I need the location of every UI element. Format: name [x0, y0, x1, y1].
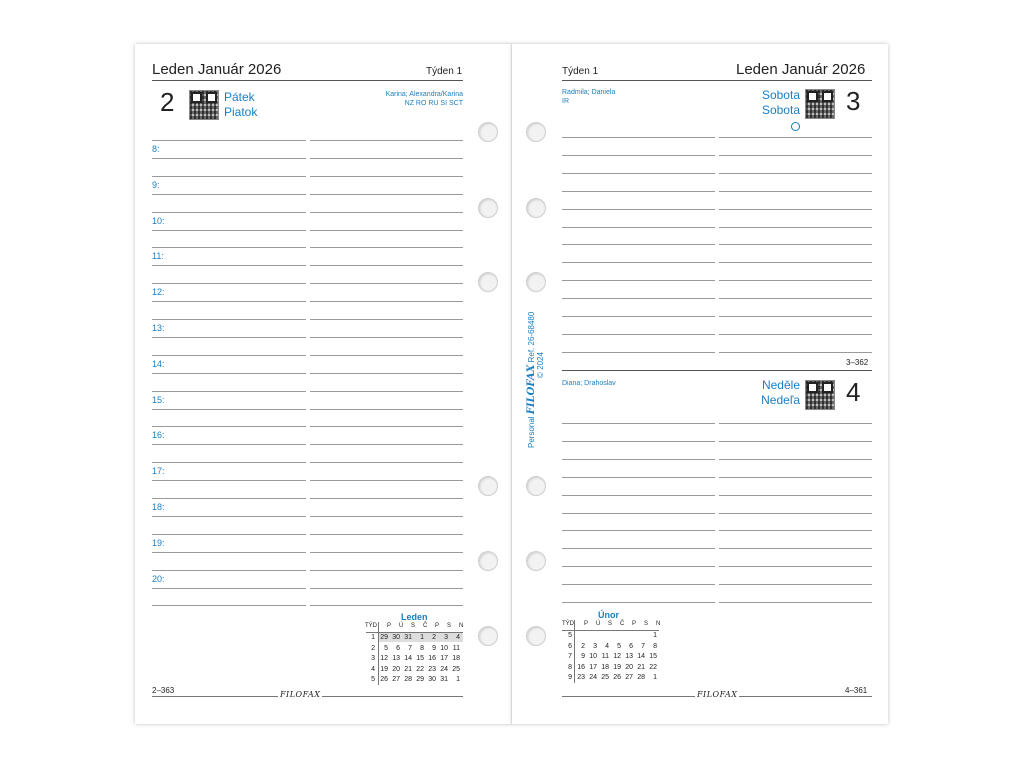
- moon-phase-icon: [791, 122, 800, 131]
- calendar-day: 25: [452, 665, 460, 673]
- calendar-day: 25: [601, 674, 609, 681]
- calendar-day: 12: [380, 655, 388, 662]
- writing-line: [562, 262, 715, 263]
- writing-line: [152, 373, 306, 374]
- calendar-weekday-header: P: [387, 623, 392, 629]
- calendar-day: 23: [577, 674, 585, 681]
- calendar-day: 27: [392, 676, 400, 683]
- sunday-name-sk: Nedeľa: [761, 393, 800, 407]
- left-day-number: 2: [160, 87, 175, 117]
- calendar-day: 17: [440, 655, 448, 662]
- writing-line: [719, 137, 872, 138]
- calendar-day: 11: [601, 653, 609, 660]
- calendar-day: 31: [440, 676, 448, 683]
- writing-line: [310, 444, 463, 445]
- writing-line: [310, 516, 463, 517]
- writing-line: [152, 247, 306, 248]
- calendar-day: 13: [392, 655, 400, 662]
- writing-line: [310, 158, 463, 159]
- spine-copyright: © 2024: [536, 352, 545, 378]
- writing-line: [310, 588, 463, 589]
- calendar-weekday-header: TÝD: [562, 621, 574, 627]
- calendar-day: 9: [581, 653, 585, 660]
- calendar-day: 29: [416, 676, 424, 683]
- calendar-day: 20: [392, 665, 400, 673]
- calendar-day: 10: [440, 644, 448, 652]
- punch-hole: [478, 198, 498, 218]
- calendar-week-number: 4: [371, 665, 375, 673]
- saturday-day-ref: 3–362: [846, 358, 869, 367]
- punch-hole: [526, 626, 546, 646]
- punch-hole: [526, 272, 546, 292]
- calendar-day: 22: [416, 665, 424, 673]
- writing-line: [310, 319, 463, 320]
- calendar-day: 14: [637, 653, 645, 660]
- calendar-day: 18: [452, 655, 460, 662]
- writing-line: [719, 566, 872, 567]
- calendar-day: 3: [593, 642, 597, 650]
- writing-line: [562, 513, 715, 514]
- writing-line: [562, 209, 715, 210]
- calendar-day: 1: [456, 676, 460, 683]
- hour-label: 11:: [152, 251, 164, 262]
- punch-hole: [478, 122, 498, 142]
- calendar-weekday-header: Ú: [596, 621, 601, 627]
- writing-line: [152, 498, 306, 499]
- hour-label: 8:: [152, 144, 160, 154]
- calendar-day: 26: [380, 676, 388, 683]
- writing-line: [562, 459, 715, 460]
- sunday-day-number: 4: [846, 377, 861, 407]
- writing-line: [152, 265, 306, 266]
- writing-line: [310, 194, 463, 195]
- left-day-name-sk: Piatok: [224, 105, 258, 119]
- calendar-day: 19: [380, 665, 388, 673]
- writing-line: [719, 423, 872, 424]
- left-month-title: Leden Január 2026: [152, 61, 282, 78]
- calendar-weekday-header: S: [644, 621, 649, 627]
- writing-line: [562, 530, 715, 531]
- page-divider: [511, 44, 512, 724]
- calendar-day: 7: [641, 642, 645, 650]
- calendar-day: 6: [396, 644, 400, 652]
- writing-line: [562, 566, 715, 567]
- writing-line: [719, 209, 872, 210]
- saturday-day-number: 3: [846, 86, 861, 116]
- calendar-divider: [366, 632, 463, 633]
- writing-line: [152, 444, 306, 445]
- hour-label: 20:: [152, 573, 165, 584]
- writing-line: [310, 426, 463, 427]
- hour-label: 17:: [152, 466, 165, 477]
- writing-line: [152, 480, 306, 481]
- writing-line: [310, 337, 463, 338]
- writing-line: [719, 584, 872, 585]
- writing-line: [719, 298, 872, 299]
- writing-line: [719, 173, 872, 174]
- writing-line: [152, 588, 306, 589]
- writing-line: [562, 137, 715, 138]
- mini-calendar-title: Únor: [598, 610, 619, 620]
- saturday-name-sk: Sobota: [761, 103, 800, 117]
- calendar-weekday-header: S: [411, 623, 416, 629]
- right-page-ref: 4–361: [845, 686, 868, 695]
- writing-line: [152, 570, 306, 571]
- writing-line: [562, 548, 715, 549]
- calendar-day: 21: [637, 663, 645, 671]
- calendar-weekday-header: P: [435, 623, 440, 629]
- calendar-day: 7: [408, 644, 412, 652]
- calendar-weekday-header: S: [447, 623, 452, 629]
- spine-ref: Ref. 26-68480: [527, 311, 536, 363]
- calendar-day: 4: [605, 642, 609, 650]
- writing-line: [152, 301, 306, 302]
- writing-line: [719, 495, 872, 496]
- writing-line: [152, 140, 306, 141]
- writing-line: [562, 244, 715, 245]
- writing-line: [310, 265, 463, 266]
- spine-brand: FILOFAX: [526, 364, 537, 415]
- writing-line: [152, 319, 306, 320]
- calendar-week-number: 3: [371, 655, 375, 662]
- mini-calendar-title: Leden: [401, 612, 428, 622]
- writing-line: [562, 298, 715, 299]
- writing-line: [310, 391, 463, 392]
- punch-hole: [526, 476, 546, 496]
- writing-line: [310, 605, 463, 606]
- hour-label: 10:: [152, 215, 165, 226]
- punch-hole: [526, 198, 546, 218]
- calendar-day: 15: [649, 653, 657, 660]
- hour-label: 13:: [152, 323, 165, 333]
- calendar-week-number: 2: [371, 644, 375, 652]
- writing-line: [152, 552, 306, 553]
- calendar-day: 18: [601, 663, 609, 671]
- calendar-day: 8: [653, 642, 657, 650]
- calendar-day: 29: [380, 634, 388, 641]
- calendar-day: 15: [416, 655, 424, 662]
- writing-line: [562, 584, 715, 585]
- calendar-day: 1: [420, 634, 424, 641]
- writing-line: [152, 194, 306, 195]
- writing-line: [152, 462, 306, 463]
- calendar-day: 30: [428, 676, 436, 683]
- calendar-weekday-header: TÝD: [365, 623, 377, 629]
- writing-line: [310, 283, 463, 284]
- calendar-week-number: 5: [371, 676, 375, 683]
- qr-code-icon: [805, 380, 835, 410]
- sunday-name-days: Diana; Drahoslav: [562, 380, 616, 387]
- writing-line: [310, 301, 463, 302]
- hour-label: 14:: [152, 358, 165, 369]
- calendar-day: 20: [625, 663, 633, 671]
- left-header-rule: [152, 80, 463, 81]
- calendar-day: 9: [432, 644, 436, 652]
- writing-line: [152, 158, 306, 159]
- writing-line: [719, 477, 872, 478]
- calendar-day: 1: [653, 632, 657, 639]
- writing-line: [562, 227, 715, 228]
- calendar-day: 2: [432, 634, 436, 641]
- writing-line: [310, 480, 463, 481]
- writing-line: [562, 316, 715, 317]
- calendar-weekday-header: P: [584, 621, 589, 627]
- writing-line: [310, 355, 463, 356]
- calendar-day: 14: [404, 655, 412, 662]
- writing-line: [152, 391, 306, 392]
- writing-line: [719, 316, 872, 317]
- writing-line: [562, 155, 715, 156]
- writing-line: [152, 355, 306, 356]
- writing-line: [719, 155, 872, 156]
- writing-line: [719, 548, 872, 549]
- calendar-day: 8: [420, 644, 424, 652]
- calendar-divider: [562, 630, 659, 631]
- writing-line: [152, 516, 306, 517]
- calendar-day: 13: [625, 653, 633, 660]
- right-week-label: Týden 1: [562, 66, 599, 77]
- qr-code-icon: [189, 90, 219, 120]
- calendar-day: 10: [589, 653, 597, 660]
- writing-line: [310, 176, 463, 177]
- writing-line: [719, 262, 872, 263]
- saturday-name-cz: Sobota: [761, 88, 800, 102]
- hour-label: 9:: [152, 179, 160, 190]
- writing-line: [310, 212, 463, 213]
- writing-line: [152, 426, 306, 427]
- calendar-weekday-header: Č: [620, 621, 625, 627]
- calendar-day: 24: [440, 665, 448, 673]
- writing-line: [562, 191, 715, 192]
- left-name-days: Karina; Alexandra/Karina: [385, 91, 463, 98]
- writing-line: [719, 227, 872, 228]
- hour-label: 12:: [152, 287, 165, 298]
- calendar-day: 17: [589, 663, 597, 671]
- calendar-weekday-header: N: [656, 621, 661, 627]
- writing-line: [562, 280, 715, 281]
- calendar-day: 16: [577, 663, 585, 671]
- spine-size: Personal: [527, 416, 536, 448]
- writing-line: [310, 570, 463, 571]
- writing-line: [562, 441, 715, 442]
- calendar-weekday-header: S: [608, 621, 613, 627]
- writing-line: [152, 337, 306, 338]
- punch-hole: [526, 551, 546, 571]
- calendar-day: 23: [428, 665, 436, 673]
- writing-line: [562, 352, 715, 353]
- writing-line: [562, 477, 715, 478]
- calendar-day: 30: [392, 634, 400, 641]
- punch-hole: [478, 476, 498, 496]
- calendar-day: 6: [629, 642, 633, 650]
- hour-label: 18:: [152, 502, 165, 512]
- calendar-week-number: 6: [568, 642, 572, 650]
- writing-line: [562, 495, 715, 496]
- writing-line: [719, 530, 872, 531]
- writing-line: [310, 552, 463, 553]
- calendar-week-number: 8: [568, 663, 572, 671]
- writing-line: [310, 462, 463, 463]
- writing-line: [562, 334, 715, 335]
- calendar-day: 21: [404, 665, 412, 673]
- writing-line: [310, 409, 463, 410]
- calendar-weekday-header: P: [632, 621, 637, 627]
- writing-line: [310, 373, 463, 374]
- spine-info: [527, 312, 545, 448]
- qr-code-icon: [805, 89, 835, 119]
- writing-line: [562, 602, 715, 603]
- calendar-week-number: 1: [371, 634, 375, 641]
- calendar-day: 5: [384, 644, 388, 652]
- calendar-day: 12: [613, 653, 621, 660]
- writing-line: [719, 191, 872, 192]
- right-month-title: Leden Január 2026: [736, 61, 866, 78]
- filofax-logo: FILOFAX: [280, 690, 321, 699]
- right-header-rule: [562, 80, 872, 81]
- calendar-day: 26: [613, 674, 621, 681]
- writing-line: [719, 334, 872, 335]
- calendar-day: 27: [625, 674, 633, 681]
- left-page-ref: 2–363: [152, 686, 175, 695]
- writing-line: [310, 247, 463, 248]
- calendar-day: 3: [444, 634, 448, 641]
- writing-line: [152, 230, 306, 231]
- sunday-name-cz: Neděle: [761, 378, 800, 392]
- punch-hole: [478, 626, 498, 646]
- day-separator-rule: [562, 370, 872, 371]
- writing-line: [152, 534, 306, 535]
- writing-line: [562, 173, 715, 174]
- writing-line: [152, 605, 306, 606]
- calendar-day: 2: [581, 642, 585, 650]
- calendar-week-number: 9: [568, 674, 572, 681]
- calendar-weekday-header: N: [459, 623, 464, 629]
- left-page: [135, 44, 512, 724]
- left-holiday-countries: NZ RO RU SI SCT: [404, 100, 463, 107]
- hour-label: 19:: [152, 537, 165, 548]
- writing-line: [310, 534, 463, 535]
- calendar-day: 16: [428, 655, 436, 662]
- punch-hole: [526, 122, 546, 142]
- writing-line: [310, 230, 463, 231]
- calendar-week-number: 7: [568, 653, 572, 660]
- calendar-weekday-header: Ú: [399, 623, 404, 629]
- calendar-day: 11: [452, 644, 460, 652]
- hour-label: 16:: [152, 430, 165, 441]
- filofax-logo: FILOFAX: [697, 690, 738, 699]
- writing-line: [310, 498, 463, 499]
- writing-line: [152, 212, 306, 213]
- writing-line: [719, 352, 872, 353]
- writing-line: [152, 409, 306, 410]
- writing-line: [719, 244, 872, 245]
- left-week-label: Týden 1: [426, 66, 463, 77]
- writing-line: [719, 441, 872, 442]
- writing-line: [719, 602, 872, 603]
- calendar-week-number: 5: [568, 632, 572, 639]
- calendar-day: 28: [404, 676, 412, 683]
- calendar-day: 31: [404, 634, 412, 641]
- writing-line: [310, 140, 463, 141]
- writing-line: [152, 176, 306, 177]
- calendar-day: 4: [456, 634, 460, 641]
- calendar-day: 5: [617, 642, 621, 650]
- writing-line: [719, 459, 872, 460]
- punch-hole: [478, 551, 498, 571]
- calendar-day: 24: [589, 674, 597, 681]
- writing-line: [562, 423, 715, 424]
- hour-label: 15:: [152, 394, 165, 405]
- saturday-holiday-countries: IR: [562, 98, 569, 105]
- calendar-day: 28: [637, 674, 645, 681]
- left-day-name-cz: Pátek: [224, 90, 255, 104]
- writing-line: [152, 283, 306, 284]
- saturday-name-days: Radmila; Daniela: [562, 89, 616, 96]
- calendar-day: 1: [653, 674, 657, 681]
- writing-line: [719, 513, 872, 514]
- calendar-weekday-header: Č: [423, 623, 428, 629]
- calendar-day: 22: [649, 663, 657, 671]
- calendar-day: 19: [613, 663, 621, 671]
- punch-hole: [478, 272, 498, 292]
- writing-line: [719, 280, 872, 281]
